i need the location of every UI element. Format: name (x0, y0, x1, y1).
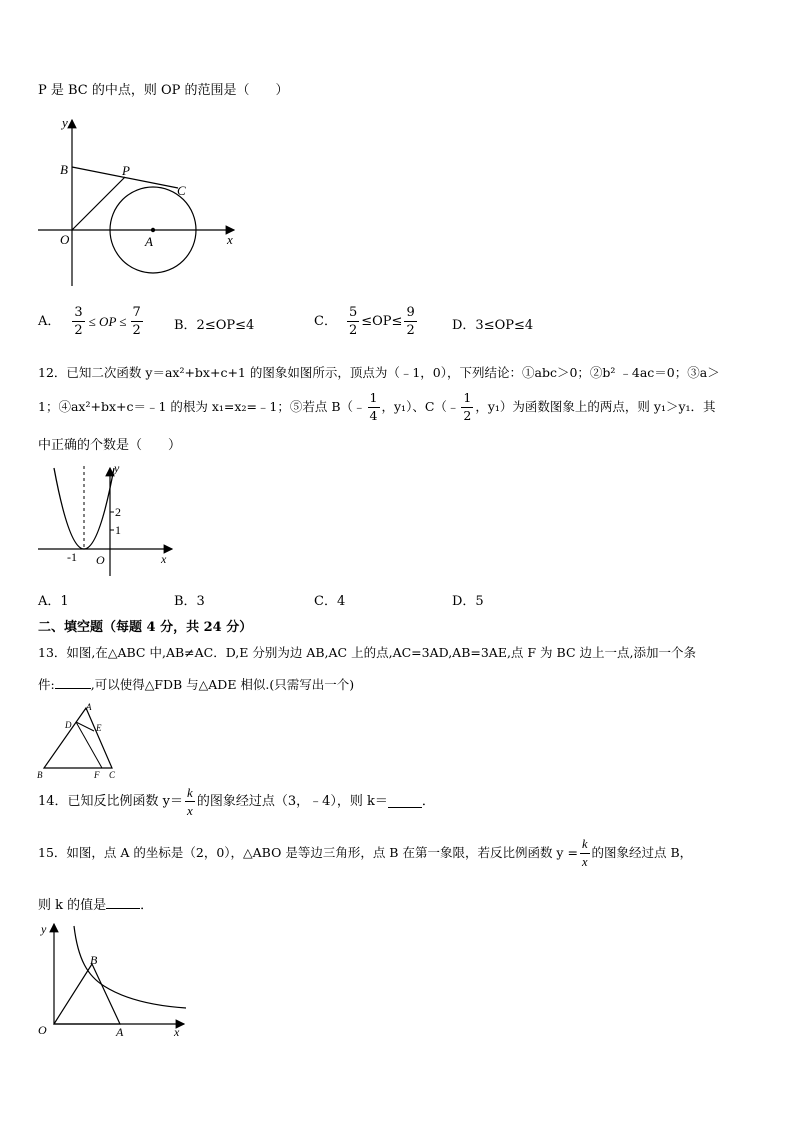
q11-figure (36, 112, 246, 290)
q12-option-a[interactable]: A．1 (38, 594, 69, 609)
q12-option-c[interactable]: C．4 (314, 594, 346, 609)
q11-label-o: O (60, 232, 70, 247)
svg-text:y: y (41, 922, 47, 936)
q14-text: 14．已知反比例函数 y＝ $\frac{k}{x}$ 的图象经过点（3，﹣4），则 k＝ ． (38, 785, 435, 818)
q15-line2: 则 k 的值是 ． (38, 898, 154, 913)
section-heading: 二、填空题（每题 4 分，共 24 分） (38, 620, 253, 635)
svg-text:D: D (65, 720, 72, 730)
option-c-mid: ≤OP≤ (361, 314, 403, 329)
q12-label-x: x (161, 552, 167, 566)
svg-text:B: B (37, 770, 43, 780)
q12-label-2: 2 (115, 505, 121, 519)
q11-stem: P 是 BC 的中点，则 OP 的范围是（ ） (38, 83, 289, 98)
center-point (151, 228, 155, 232)
triangle-abc (44, 708, 112, 768)
q13-figure (36, 702, 122, 782)
q11-option-c[interactable]: C． $\frac{5}{2}$ ≤OP≤ $\frac{9}{2}$ (314, 305, 415, 338)
svg-text:A: A (86, 702, 92, 712)
option-a-label: A． (38, 314, 61, 329)
option-a-mid: ≤ OP ≤ (88, 314, 127, 329)
option-c-label: C． (314, 314, 337, 329)
q13-line1: 13．如图,在△ABC 中,AB≠AC．D,E 分别为边 AB,AC 上的点,AC=3AD,AB=3AE,点 F 为 BC 边上一点,添加一个条 (38, 645, 696, 660)
q12-figure (36, 462, 176, 580)
q11-label-p: P (122, 163, 130, 178)
svg-text:x: x (174, 1025, 180, 1038)
q12-label-1: 1 (115, 523, 121, 537)
q12-option-b[interactable]: B．3 (174, 594, 205, 609)
svg-text:B: B (90, 953, 98, 967)
svg-text:F: F (94, 770, 100, 780)
q12-line2: 1；④ax²+bx+c＝﹣1 的根为 x₁=x₂=﹣1；⑤若点 B（﹣ $\frac{1}{4}$ ，y₁）、C（﹣ $\frac{1}{2}$ ，y₁）为函数图象上的两点，则 y₁＞y₁．其 (38, 390, 716, 423)
q12-label-y: y (114, 462, 120, 475)
svg-text:E: E (96, 723, 102, 733)
q12-line1: 12．已知二次函数 y＝ax²+bx+c+1 的图象如图所示，顶点为（﹣1，0），下列结论：①abc＞0；②b² ﹣4ac＝0；③a＞ (38, 365, 720, 380)
svg-text:A: A (116, 1025, 124, 1038)
svg-text:O: O (38, 1023, 47, 1037)
q11-label-c: C (177, 183, 186, 198)
q12-label-o: O (96, 553, 105, 567)
q11-option-b[interactable]: B．2≤OP≤4 (174, 318, 255, 333)
svg-text:C: C (109, 770, 116, 780)
q15-answer-blank[interactable] (106, 897, 140, 909)
q14-answer-blank[interactable] (388, 796, 422, 808)
q13-line2: 件: ,可以使得△FDB 与△ADE 相似.(只需写出一个) (38, 677, 355, 692)
q11-label-x: x (227, 232, 233, 247)
q11-label-a: A (145, 234, 153, 249)
q13-answer-blank[interactable] (55, 677, 91, 689)
segment-op (72, 177, 125, 230)
q11-option-d[interactable]: D．3≤OP≤4 (452, 318, 534, 333)
q12-option-d[interactable]: D．5 (452, 594, 484, 609)
q11-label-b: B (60, 162, 68, 177)
q12-line3: 中正确的个数是（ ） (38, 438, 182, 453)
q15-line1: 15．如图，点 A 的坐标是（2，0），△ABO 是等边三角形，点 B 在第一象限，若反比例函数 y = $\frac{k}{x}$ 的图象经过点 B， (38, 837, 693, 869)
q11-label-y: y (62, 115, 68, 130)
q11-option-a[interactable]: A． $\frac{3}{2}$ ≤ OP ≤ $\frac{7}{2}$ (38, 305, 141, 338)
q12-label-m1: -1 (67, 550, 77, 564)
q15-figure (36, 920, 188, 1038)
triangle-abo (54, 964, 120, 1024)
